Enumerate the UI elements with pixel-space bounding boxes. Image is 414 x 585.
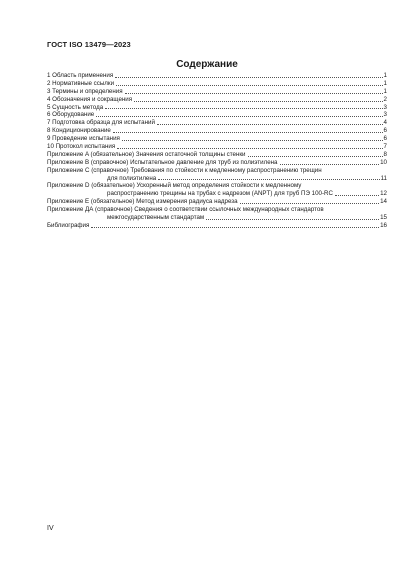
toc-entry-text: 2 Нормативные ссылки: [47, 79, 115, 87]
toc-entry-text: 10 Протокол испытания: [47, 143, 116, 150]
toc-entry-page: 3: [383, 111, 387, 119]
toc-entry-text: 9 Проведение испытания: [47, 135, 120, 143]
toc-entry-page: 16: [380, 221, 387, 229]
toc-entry[interactable]: [47, 198, 387, 206]
toc-entry[interactable]: [47, 159, 387, 167]
toc-entry[interactable]: [47, 151, 387, 159]
toc-entry-page: 3: [383, 103, 387, 111]
toc-entry-text: 8 Кондиционирование: [47, 127, 111, 135]
toc-entry-page: 7: [383, 143, 387, 150]
toc-entry[interactable]: [47, 88, 387, 96]
toc-entry-page: 11: [380, 174, 387, 182]
toc-entry-text: Приложение ДА (справочное) Сведения о соответствии ссылочных международных стандартов: [47, 206, 324, 214]
toc-entry-text: Приложение B (справочное) Испытательное давление для труб из полиэтилена: [47, 158, 278, 166]
dot-leader: [117, 148, 382, 149]
dot-leader: [105, 108, 382, 109]
toc-entry[interactable]: [47, 167, 387, 175]
toc-entry-page: 1: [383, 87, 387, 95]
toc-entry-text: 5 Сущность метода: [47, 103, 104, 111]
toc-entry-page: 8: [383, 150, 387, 158]
toc-entry-page: 4: [383, 119, 387, 127]
toc-entry-text: Приложение A (обязательное) Значения остаточной толщины стенки: [47, 150, 246, 158]
dot-leader: [206, 219, 379, 220]
toc-entry-page: 15: [380, 214, 387, 222]
toc-entry[interactable]: [47, 206, 387, 214]
dot-leader: [91, 227, 379, 228]
dot-leader: [134, 101, 382, 102]
toc-entry-page: 12: [380, 190, 387, 198]
toc-entry-text: межгосударственным стандартам: [107, 214, 205, 222]
toc-entry-text: 7 Подготовка образца для испытаний: [47, 119, 155, 127]
toc-entry[interactable]: [47, 135, 387, 143]
toc-entry-text: Приложение E (обязательное) Метод измерения радиуса надреза: [47, 198, 238, 206]
toc-entry[interactable]: [47, 119, 387, 127]
toc-entry[interactable]: [47, 72, 387, 80]
toc-entry-page: 10: [380, 158, 387, 166]
toc-entry-text: 3 Термины и определения: [47, 87, 123, 95]
dot-leader: [113, 132, 383, 133]
toc-entry[interactable]: [47, 96, 387, 104]
page-number: IV: [47, 525, 54, 532]
toc-entry-text: 4 Обозначения и сокращения: [47, 95, 133, 103]
dot-leader: [122, 140, 383, 141]
toc-entry-text: Приложение C (справочное) Требования по стойкости к медленному распространению трещин: [47, 166, 322, 174]
dot-leader: [125, 93, 383, 94]
dot-leader: [335, 195, 379, 196]
toc-entry[interactable]: [47, 182, 387, 190]
toc-entry[interactable]: [47, 143, 387, 151]
toc-entry-page: 1: [383, 71, 387, 79]
toc-entry[interactable]: [47, 111, 387, 119]
toc-entry[interactable]: [47, 80, 387, 88]
table-of-contents: [47, 72, 387, 230]
toc-entry-text: для полиэтилена: [107, 174, 157, 182]
dot-leader: [116, 85, 382, 86]
toc-entry-page: 6: [383, 127, 387, 135]
toc-entry-text: Приложение D (обязательное) Ускоренный метод определения стойкости к медленному: [47, 182, 302, 190]
toc-entry-page: 6: [383, 135, 387, 143]
dot-leader: [280, 164, 380, 165]
dot-leader: [248, 156, 383, 157]
dot-leader: [240, 203, 380, 204]
toc-entry-text: Библиография: [47, 221, 90, 229]
toc-entry-page: 1: [383, 79, 387, 87]
toc-entry-continuation[interactable]: [47, 214, 387, 222]
toc-entry-continuation[interactable]: [47, 190, 387, 198]
toc-entry-text: распространению трещины на трубах с надрезом (ANPT) для труб ПЭ 100-RC: [107, 190, 333, 198]
toc-entry-page: 2: [383, 95, 387, 103]
dot-leader: [158, 179, 379, 180]
dot-leader: [157, 124, 383, 125]
dot-leader: [115, 77, 382, 78]
standard-code: ГОСТ ISO 13479—2023: [47, 40, 131, 49]
toc-title: Содержание: [176, 59, 238, 70]
toc-entry-continuation[interactable]: [47, 175, 387, 183]
toc-entry[interactable]: [47, 222, 387, 230]
toc-entry-page: 14: [380, 198, 387, 206]
toc-entry-text: 6 Оборудование: [47, 111, 95, 119]
dot-leader: [96, 116, 382, 117]
toc-entry[interactable]: [47, 104, 387, 112]
toc-entry[interactable]: [47, 127, 387, 135]
toc-entry-text: 1 Область применения: [47, 71, 114, 79]
